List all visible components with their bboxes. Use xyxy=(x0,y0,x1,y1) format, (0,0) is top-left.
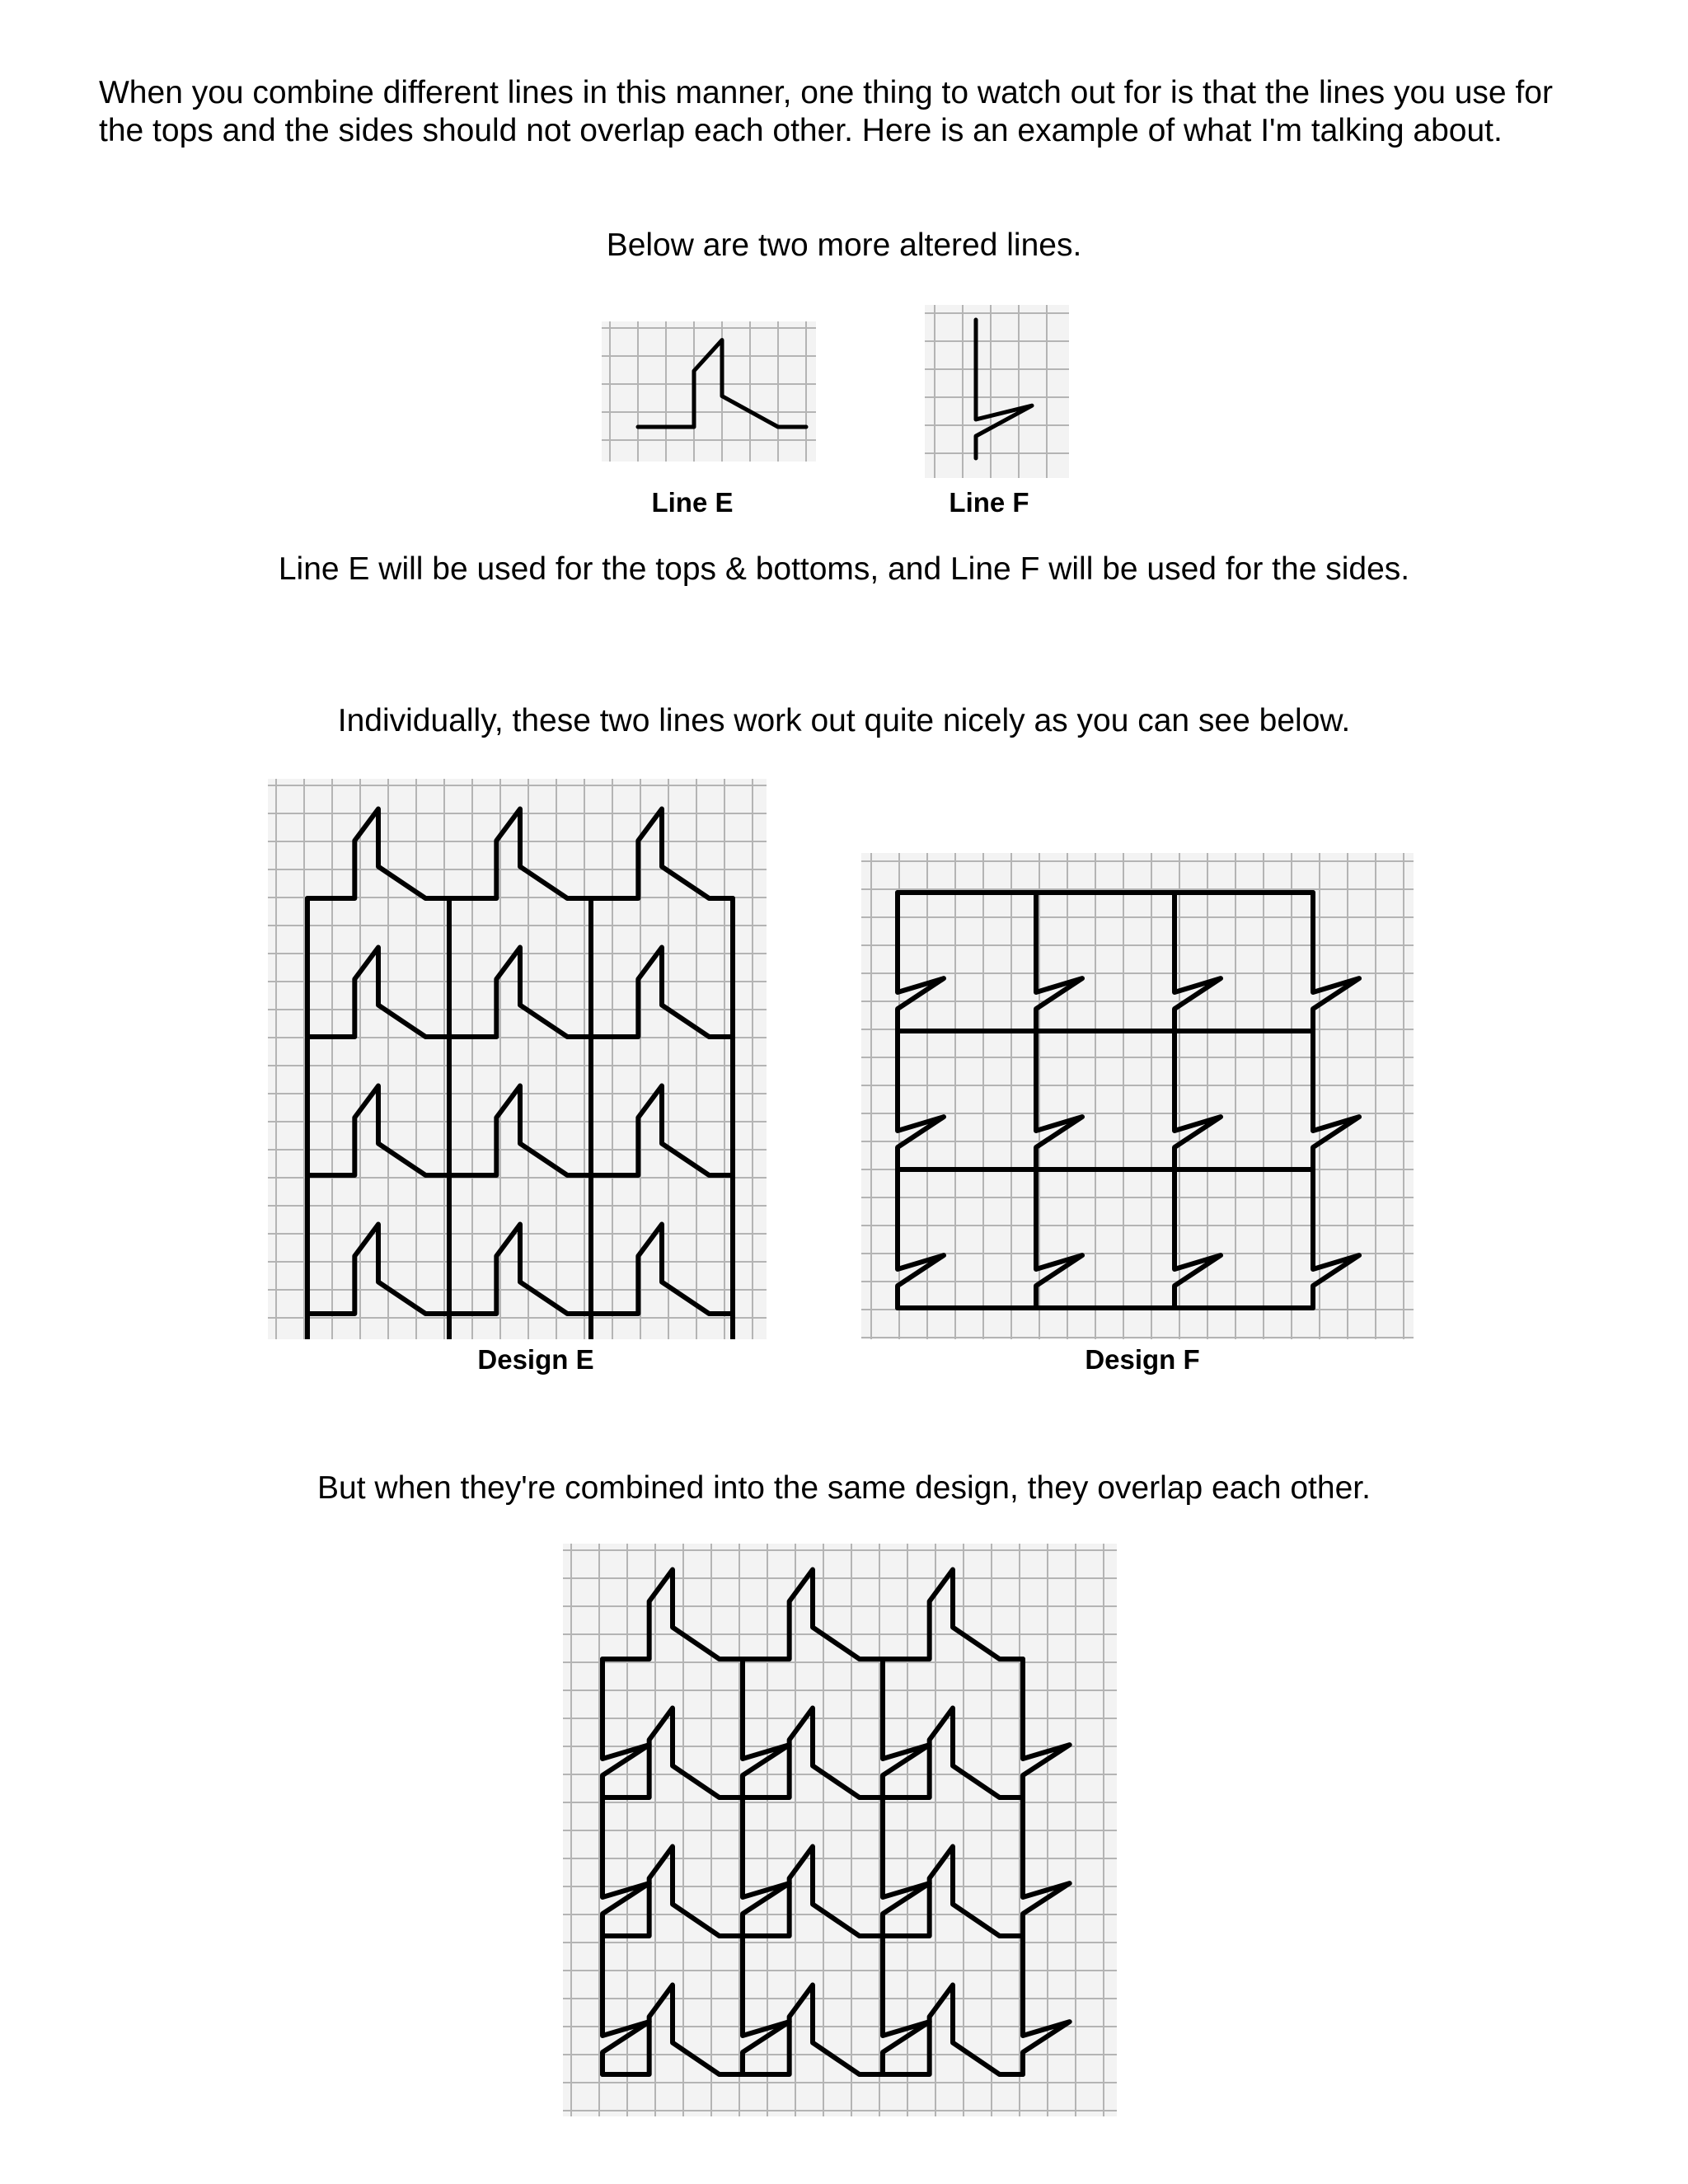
design-f-drawing xyxy=(861,853,1414,1339)
design-e-figure xyxy=(268,779,767,1339)
design-e-drawing xyxy=(268,779,767,1339)
line-f-figure xyxy=(925,305,1069,478)
design-f-side-line xyxy=(1175,1031,1221,1169)
design-f-side-line xyxy=(898,893,944,1031)
combined-side-line xyxy=(743,1936,790,2074)
combined-side-line xyxy=(1023,1659,1070,1797)
design-f-figure xyxy=(861,853,1414,1339)
design-e-top-line xyxy=(449,948,591,1038)
combined-side-line xyxy=(1023,1936,1070,2074)
below-caption: Below are two more altered lines. xyxy=(606,227,1082,263)
line-f-drawing xyxy=(925,305,1069,478)
combined-caption: But when they're combined into the same design, they overlap each other. xyxy=(317,1470,1371,1506)
line-f-label: Line F xyxy=(949,487,1029,518)
intro-paragraph: When you combine different lines in this manner, one thing to watch out for is that the lines you use for the tops and the sides should not overlap each other. Here is an example of what I'm talking about. xyxy=(99,75,1553,148)
design-f-label: Design F xyxy=(1085,1344,1200,1375)
design-e-top-line xyxy=(449,809,591,899)
combined-top-line xyxy=(883,1570,1023,1660)
design-e-top-line xyxy=(307,948,449,1038)
combined-design-drawing xyxy=(563,1544,1117,2116)
design-f-side-line xyxy=(1036,893,1082,1031)
design-e-top-line xyxy=(307,809,449,899)
design-f-side-line xyxy=(1036,1169,1082,1308)
design-f-side-line xyxy=(898,1169,944,1308)
design-f-side-line xyxy=(1036,1031,1082,1169)
line-e-drawing xyxy=(602,321,816,462)
usage-caption: Line E will be used for the tops & bottoms, and Line F will be used for the sides. xyxy=(278,551,1410,587)
design-e-top-line xyxy=(449,1086,591,1176)
combined-side-line xyxy=(883,1659,930,1797)
combined-side-line xyxy=(743,1659,790,1797)
design-f-side-line xyxy=(898,1031,944,1169)
design-e-top-line xyxy=(449,1225,591,1315)
design-e-label: Design E xyxy=(477,1344,594,1375)
combined-side-line xyxy=(603,1936,649,2074)
line-e-figure xyxy=(602,321,816,462)
individual-caption: Individually, these two lines work out quite nicely as you can see below. xyxy=(337,703,1351,738)
design-f-side-line xyxy=(1175,893,1221,1031)
design-e-top-line xyxy=(307,1225,449,1315)
combined-side-line xyxy=(883,1936,930,2074)
combined-side-line xyxy=(603,1659,649,1797)
line-e-label: Line E xyxy=(651,487,734,518)
combined-top-line xyxy=(743,1570,883,1660)
design-f-side-line xyxy=(1175,1169,1221,1308)
design-e-top-line xyxy=(307,1086,449,1176)
combined-design-figure xyxy=(563,1544,1117,2116)
combined-top-line xyxy=(603,1570,743,1660)
